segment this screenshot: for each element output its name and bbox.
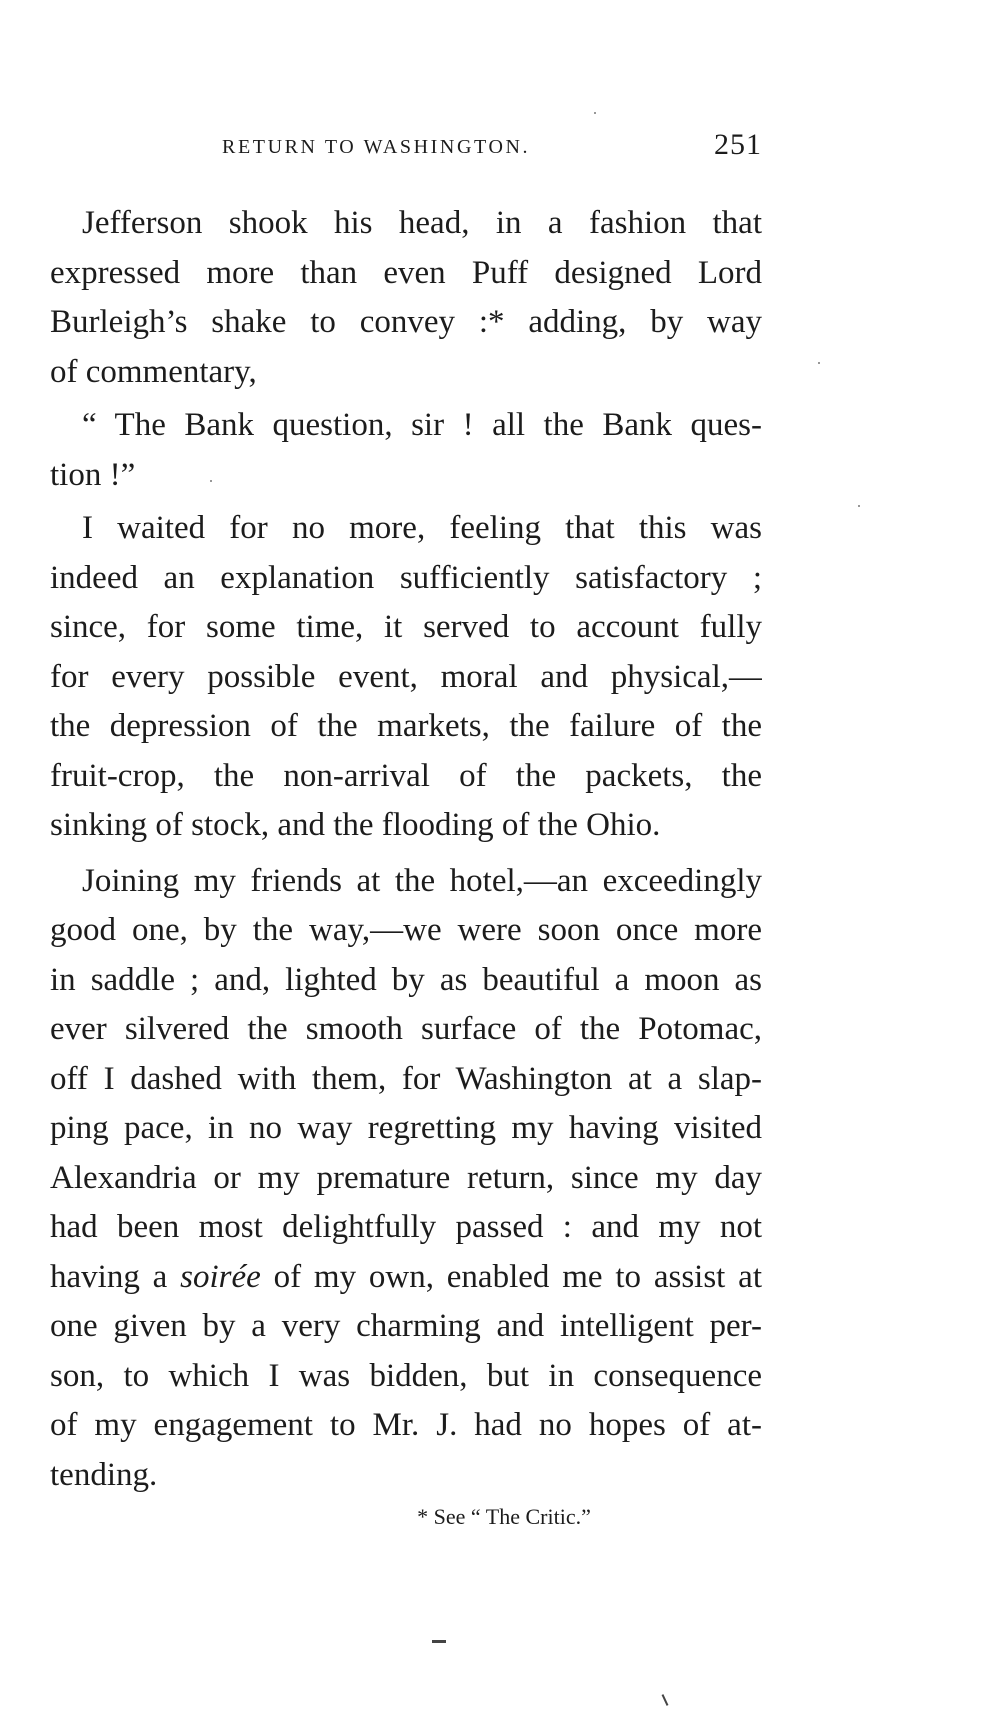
paragraph bbox=[50, 504, 762, 851]
text-line: ever silvered the smooth surface of the Potomac, bbox=[50, 1011, 762, 1047]
paragraph bbox=[50, 199, 762, 397]
body-text bbox=[50, 199, 762, 1500]
paragraph bbox=[50, 401, 762, 500]
text-fragment: of my own, enabled me to assist at bbox=[260, 1258, 762, 1295]
text-line: I waited for no more, feeling that this was bbox=[82, 510, 762, 546]
text-line: off I dashed with them, for Washington at a slap- bbox=[50, 1060, 762, 1097]
printer-mark bbox=[662, 1694, 669, 1706]
text-line: son, to which I was bidden, but in consequence bbox=[50, 1357, 762, 1394]
text-line bbox=[50, 1253, 762, 1303]
text-line: of commentary, bbox=[50, 353, 257, 390]
text-line: good one, by the way,—we were soon once more bbox=[50, 912, 762, 948]
text-line: ping pace, in no way regretting my having visited bbox=[50, 1110, 762, 1146]
text-line: Burleigh’s shake to convey :* adding, by way bbox=[50, 304, 762, 340]
text-line: tending. bbox=[50, 1456, 158, 1493]
text-line: Joining my friends at the hotel,—an exceedingly bbox=[82, 862, 762, 899]
text-line: Jefferson shook his head, in a fashion that bbox=[82, 205, 762, 241]
text-line: fruit-crop, the non-arrival of the packets, the bbox=[50, 757, 762, 794]
text-line: expressed more than even Puff designed Lord bbox=[50, 254, 762, 291]
page-number: 251 bbox=[714, 128, 762, 161]
text-line: Alexandria or my premature return, since my day bbox=[50, 1159, 762, 1196]
italic-word: soirée bbox=[180, 1258, 261, 1295]
text-line: since, for some time, it served to account fully bbox=[50, 609, 762, 645]
running-header bbox=[50, 128, 762, 168]
text-line: had been most delightfully passed : and my not bbox=[50, 1209, 762, 1245]
running-head-title: RETURN TO WASHINGTON. bbox=[222, 136, 531, 158]
text-line: for every possible event, moral and physical,— bbox=[50, 658, 762, 695]
text-line: in saddle ; and, lighted by as beautiful a moon as bbox=[50, 961, 762, 998]
text-fragment: having a bbox=[50, 1258, 181, 1295]
text-line: tion !” bbox=[50, 456, 136, 493]
text-line: “ The Bank question, sir ! all the Bank ques- bbox=[82, 407, 762, 443]
text-line: the depression of the markets, the failure of the bbox=[50, 708, 762, 744]
text-line: one given by a very charming and intelligent per- bbox=[50, 1308, 762, 1344]
text-line: sinking of stock, and the flooding of the Ohio. bbox=[50, 807, 661, 843]
paragraph bbox=[50, 857, 762, 1501]
paper-speck bbox=[594, 112, 596, 114]
text-line: indeed an explanation sufficiently satisfactory ; bbox=[50, 559, 762, 596]
paper-speck bbox=[858, 505, 860, 507]
footnote: * See “ The Critic.” bbox=[417, 1504, 591, 1529]
paper-speck bbox=[818, 362, 820, 364]
paper-speck bbox=[210, 480, 212, 482]
text-line: of my engagement to Mr. J. had no hopes of at- bbox=[50, 1407, 762, 1443]
printer-mark bbox=[432, 1640, 446, 1643]
